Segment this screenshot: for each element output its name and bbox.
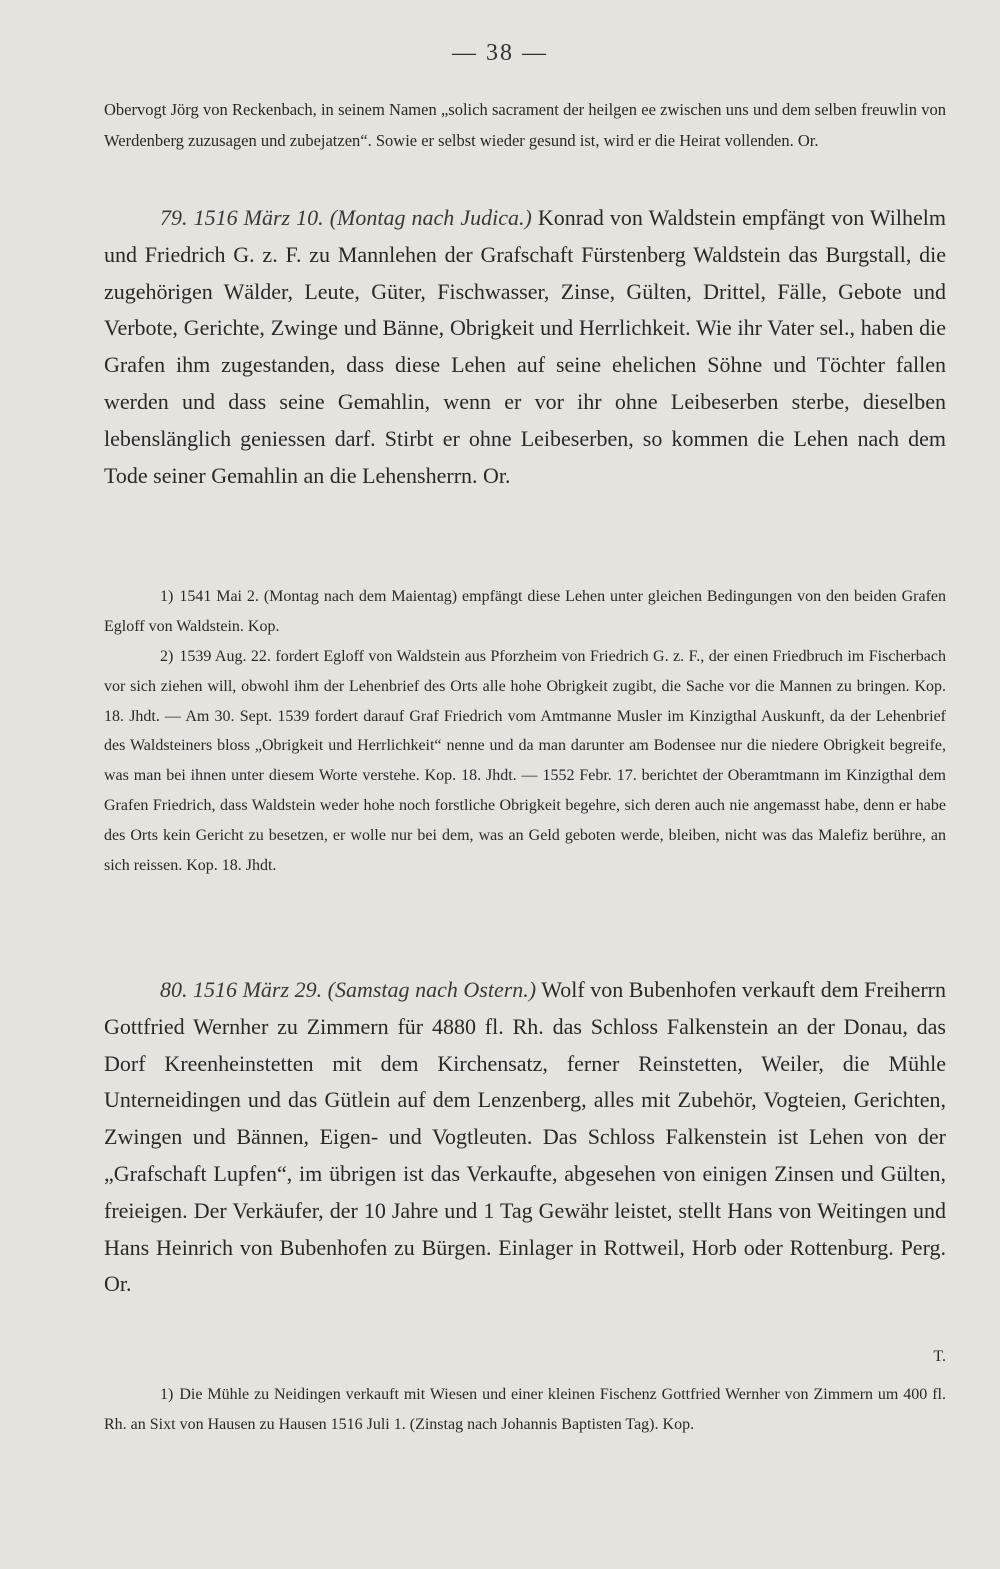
entry-80-heading: 80. 1516 März 29. (Samstag nach Ostern.) — [160, 977, 537, 1002]
entry-79-footnote-1 — [104, 582, 946, 642]
entry-79-footnote-2 — [104, 642, 946, 880]
entry-79-paragraph — [104, 200, 946, 494]
footnote-text: Die Mühle zu Neidingen verkauft mit Wiesen und einer kleinen Fischenz Gottfried Wernher von Zimmern um 400 fl. Rh. an Sixt von Hausen zu Hausen 1516 Juli 1. (Zinstag nach Johannis Baptisten Tag). Kop. — [104, 1386, 946, 1433]
page-number: — 38 — — [452, 40, 548, 66]
entry-80-paragraph — [104, 972, 946, 1303]
entry-79-heading: 79. 1516 März 10. (Montag nach Judica.) — [160, 205, 532, 230]
footnote-marker: 2) — [160, 648, 174, 665]
entry-80-trailing-mark: T. — [933, 1348, 946, 1365]
footnote-text: 1541 Mai 2. (Montag nach dem Maientag) empfängt diese Lehen unter gleichen Bedingungen von den beiden Grafen Egloff von Waldstein. Kop. — [104, 588, 946, 635]
footnote-marker: 1) — [160, 1386, 174, 1403]
continuation-paragraph: Obervogt Jörg von Reckenbach, in seinem Namen „solich sacrament der heilgen ee zwischen uns und dem selben freuwlin von Werdenberg zuzusagen und zubejatzen“. Sowie er selbst wieder gesund ist, wird er die Heirat vollenden. Or. — [104, 100, 946, 150]
footnote-marker: 1) — [160, 588, 174, 605]
entry-80-footnote-1 — [104, 1380, 946, 1440]
footnote-text: 1539 Aug. 22. fordert Egloff von Waldstein aus Pforzheim von Friedrich G. z. F., der einen Friedbruch im Fischerbach vor sich ziehen will, obwohl ihm der Lehenbrief des Orts alle hohe Obrigkeit zugibt, die Sache vor die Mannen zu bringen. Kop. 18. Jhdt. — Am 30. Sept. 1539 fordert darauf Graf Friedrich vom Amtmanne Musler im Kinzigthal Auskunft, da der Lehenbrief des Waldsteiners bloss „Obrigkeit und Herrlichkeit“ nenne und da man darunter am Bodensee nur die niedere Obrigkeit begreife, was man bei ihnen unter diesem Worte verstehe. Kop. 18. Jhdt. — 1552 Febr. 17. berichtet der Oberamtmann im Kinzigthal dem Grafen Friedrich, dass Waldstein weder hohe noch forstliche Obrigkeit begehre, sich deren auch nie angemasst habe, denn er habe des Orts kein Gericht zu besetzen, er wolle nur bei dem, was an Geld geboten werde, bleiben, nicht was das Malefiz berühre, an sich reissen. Kop. 18. Jhdt. — [104, 648, 946, 874]
entry-80-text: Wolf von Bubenhofen verkauft dem Freiherrn Gottfried Wernher zu Zimmern für 4880 fl. Rh. das Schloss Falkenstein an der Donau, das Dorf Kreenheinstetten mit dem Kirchensatz, ferner Reinstetten, Weiler, die Mühle Unterneidingen und das Gütlein auf dem Lenzenberg, alles mit Zubehör, Vogteien, Gerichten, Zwingen und Bännen, Eigen- und Vogtleuten. Das Schloss Falkenstein ist Lehen von der „Grafschaft Lupfen“, im übrigen ist das Verkaufte, abgesehen von einigen Zinsen und Gülten, freieigen. Der Verkäufer, der 10 Jahre und 1 Tag Gewähr leistet, stellt Hans von Weitingen und Hans Heinrich von Bubenhofen zu Bürgen. Einlager in Rottweil, Horb oder Rottenburg. Perg. Or. — [104, 977, 946, 1297]
entry-79-text: Konrad von Waldstein empfängt von Wilhelm und Friedrich G. z. F. zu Mannlehen der Grafschaft Fürstenberg Waldstein das Burgstall, die zugehörigen Wälder, Leute, Güter, Fischwasser, Zinse, Gülten, Drittel, Fälle, Gebote und Verbote, Gerichte, Zwinge und Bänne, Obrigkeit und Herrlichkeit. Wie ihr Vater sel., haben die Grafen ihm zugestanden, dass diese Lehen auf seine ehelichen Söhne und Töchter fallen werden und dass seine Gemahlin, wenn er vor ihr ohne Leibeserben sterbe, dieselben lebenslänglich geniessen darf. Stirbt er ohne Leibeserben, so kommen die Lehen nach dem Tode seiner Gemahlin an die Lehensherrn. Or. — [104, 205, 946, 488]
